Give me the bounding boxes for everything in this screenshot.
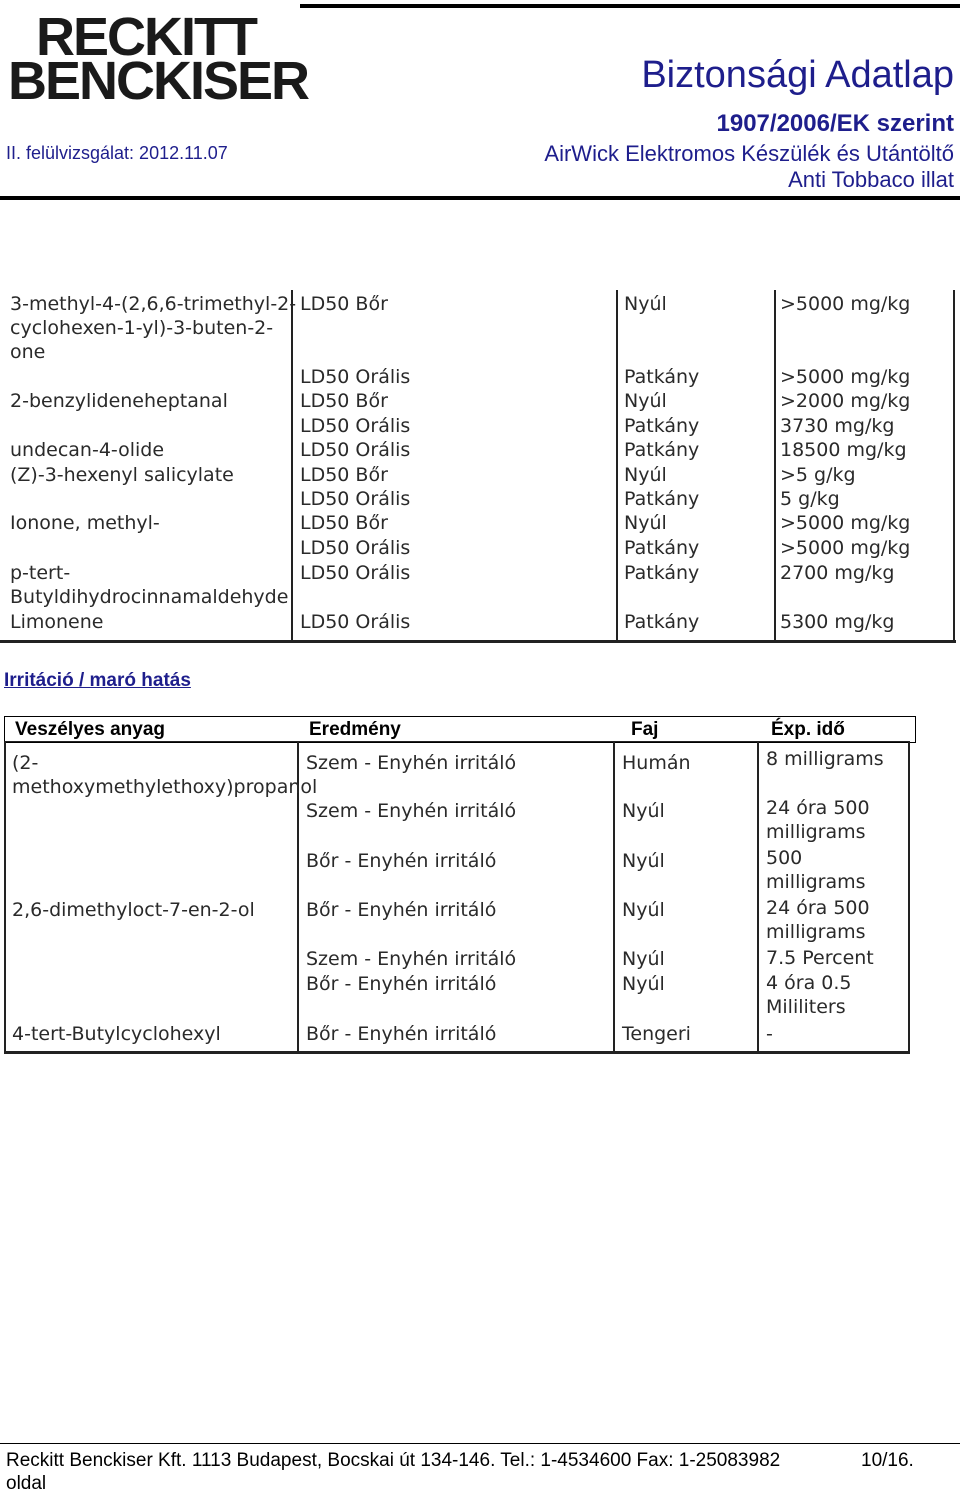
irr-species: Nyúl (622, 899, 665, 921)
tox-test: LD50 Orális (300, 611, 411, 633)
tox-substance: 3-methyl-4-(2,6,6-trimethyl-2- cyclohexen-1-yl)-3-buten-2- one (10, 293, 297, 363)
irr-exposure: 24 óra 500 milligrams (766, 797, 870, 843)
irr-result: Bőr - Enyhén irritáló (306, 1023, 497, 1045)
tox-value: 3730 mg/kg (780, 415, 895, 437)
product-name: AirWick Elektromos Készülék és Utántöltő (544, 141, 954, 166)
tox-test: LD50 Bőr (300, 293, 388, 315)
section-title-irritation: Irritáció / maró hatás (4, 670, 191, 691)
footer-rule (0, 1443, 960, 1444)
tox-test: LD50 Orális (300, 366, 411, 388)
revision-date: II. felülvizsgálat: 2012.11.07 (6, 143, 228, 163)
tox-species: Patkány (624, 537, 700, 559)
irr-substance: 4-tert-Butylcyclohexyl (12, 1023, 221, 1045)
irr-species: Nyúl (622, 850, 665, 872)
tox-species: Nyúl (624, 512, 667, 534)
column-divider (953, 290, 955, 642)
irr-result: Bőr - Enyhén irritáló (306, 899, 497, 921)
tox-value: >2000 mg/kg (780, 390, 911, 412)
tox-value: >5000 mg/kg (780, 366, 911, 388)
header-result: Eredmény (309, 719, 401, 740)
header-substance: Veszélyes anyag (15, 719, 165, 740)
tox-species: Patkány (624, 611, 700, 633)
column-divider (4, 741, 6, 1053)
column-divider (774, 290, 776, 642)
tox-species: Patkány (624, 562, 700, 584)
irr-exposure: 500 milligrams (766, 847, 866, 893)
tox-value: 5300 mg/kg (780, 611, 895, 633)
header-bottom-rule (0, 196, 960, 200)
header-exposure: Éxp. idő (771, 719, 845, 740)
footer-page-suffix: oldal (6, 1473, 47, 1494)
tox-value: >5000 mg/kg (780, 512, 911, 534)
column-divider (613, 741, 615, 1053)
footer-company-info: Reckitt Benckiser Kft. 1113 Budapest, Bocskai út 134-146. Tel.: 1-4534600 Fax: 1-25083982 (6, 1450, 781, 1471)
tox-test: LD50 Orális (300, 562, 411, 584)
tox-value: >5 g/kg (780, 464, 856, 486)
regulation-label: 1907/2006/EK szerint (716, 110, 954, 137)
company-logo (8, 7, 309, 111)
header-species: Faj (631, 719, 659, 740)
irr-exposure: 4 óra 0.5 Mililiters (766, 972, 852, 1018)
tox-test: LD50 Orális (300, 537, 411, 559)
tox-value: 5 g/kg (780, 488, 840, 510)
table-bottom-rule (0, 640, 956, 643)
irr-exposure: 7.5 Percent (766, 947, 874, 969)
irr-exposure: 8 milligrams (766, 748, 884, 770)
table-bottom-rule (4, 1051, 910, 1054)
irr-species: Nyúl (622, 800, 665, 822)
tox-species: Nyúl (624, 464, 667, 486)
tox-species: Patkány (624, 366, 700, 388)
tox-test: LD50 Orális (300, 415, 411, 437)
tox-test: LD50 Orális (300, 439, 411, 461)
irr-substance: 2,6-dimethyloct-7-en-2-ol (12, 899, 255, 921)
irritation-table-header (4, 716, 916, 743)
tox-species: Nyúl (624, 390, 667, 412)
irritation-table (0, 741, 960, 1061)
irr-result: Bőr - Enyhén irritáló (306, 973, 497, 995)
tox-test: LD50 Bőr (300, 390, 388, 412)
irr-exposure: 24 óra 500 milligrams (766, 897, 870, 943)
footer-page-number: 10/16. (861, 1450, 914, 1471)
column-divider (908, 741, 910, 1053)
toxicity-table (0, 290, 960, 645)
logo-line-2: BENCKISER (8, 51, 309, 111)
tox-species: Patkány (624, 415, 700, 437)
logo-line-1: RECKITT (36, 7, 256, 67)
tox-substance: undecan-4-olide (10, 439, 165, 461)
column-divider (757, 741, 759, 1053)
tox-value: 2700 mg/kg (780, 562, 895, 584)
tox-substance: Ionone, methyl- (10, 512, 160, 534)
tox-substance: 2-benzylideneheptanal (10, 390, 228, 412)
irr-result: Szem - Enyhén irritáló (306, 948, 517, 970)
tox-value: 18500 mg/kg (780, 439, 907, 461)
tox-value: >5000 mg/kg (780, 537, 911, 559)
irr-result: Szem - Enyhén irritáló (306, 800, 517, 822)
tox-test: LD50 Orális (300, 488, 411, 510)
tox-substance: (Z)-3-hexenyl salicylate (10, 464, 234, 486)
irr-species: Tengeri (622, 1023, 691, 1045)
table-top-rule (4, 741, 910, 742)
irr-species: Humán (622, 752, 691, 774)
tox-substance: Limonene (10, 611, 104, 633)
tox-substance: p-tert- Butyldihydrocinnamaldehyde (10, 562, 289, 608)
irr-result: Szem - Enyhén irritáló (306, 752, 517, 774)
irr-species: Nyúl (622, 973, 665, 995)
document-title: Biztonsági Adatlap (641, 54, 954, 96)
tox-test: LD50 Bőr (300, 464, 388, 486)
header-top-rule (300, 4, 960, 8)
product-variant: Anti Tobbaco illat (788, 167, 954, 192)
irr-result: Bőr - Enyhén irritáló (306, 850, 497, 872)
tox-test: LD50 Bőr (300, 512, 388, 534)
irr-substance: (2- methoxymethylethoxy)propanol (12, 752, 318, 798)
tox-species: Nyúl (624, 293, 667, 315)
tox-value: >5000 mg/kg (780, 293, 911, 315)
tox-species: Patkány (624, 439, 700, 461)
tox-species: Patkány (624, 488, 700, 510)
irr-exposure: - (766, 1023, 773, 1045)
irr-species: Nyúl (622, 948, 665, 970)
column-divider (616, 290, 618, 642)
